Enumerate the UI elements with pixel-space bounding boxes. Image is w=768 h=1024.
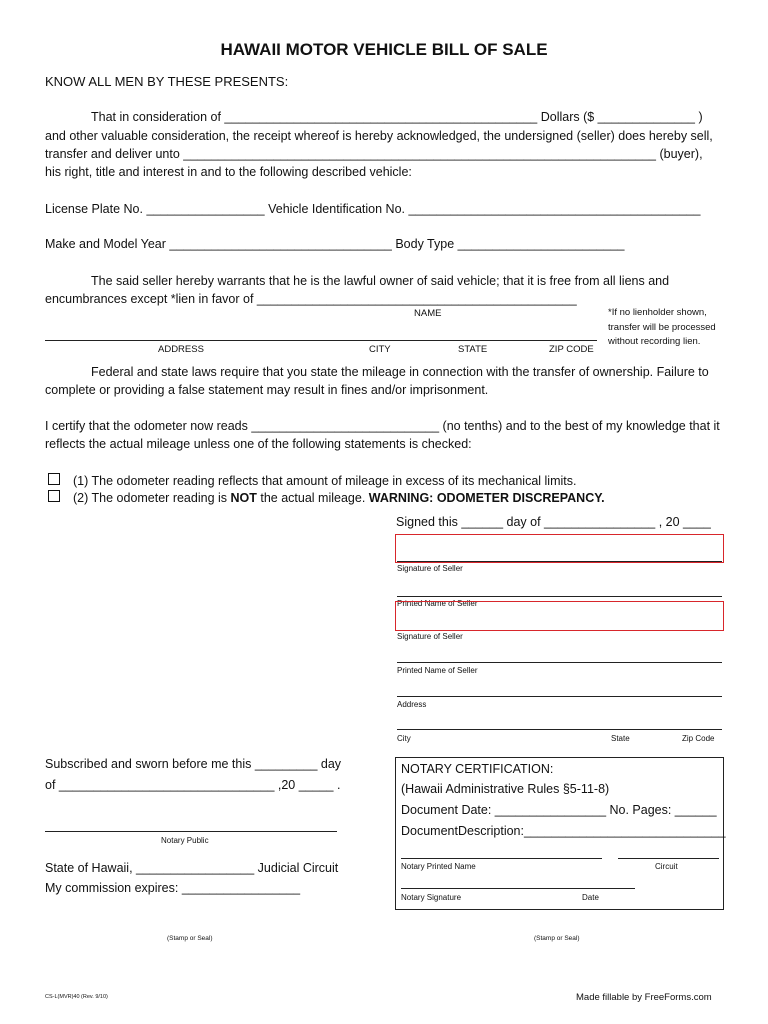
notary-circuit-line[interactable] [618,858,719,859]
odometer-warning: WARNING: ODOMETER DISCREPANCY. [368,491,605,505]
notary-date-label: Date [582,893,599,902]
lien-city-label: CITY [369,344,391,355]
seller-signature-label-2: Signature of Seller [397,632,463,641]
intro-text: KNOW ALL MEN BY THESE PRESENTS: [45,74,289,89]
signed-date-line: Signed this ______ day of ________________ , 20 ____ [396,515,711,529]
make-body-line: Make and Model Year ________________________________ Body Type ________________________ [45,237,625,251]
consideration-line-2: and other valuable consideration, the receipt whereof is hereby acknowledged, the undersigned (seller) does hereby sell, [45,129,713,143]
lien-zip-label: ZIP CODE [549,344,594,355]
stamp-or-seal-left: (Stamp or Seal) [167,935,213,942]
consideration-line: That in consideration of _____________________________________________ Dollars ($ ______________ ) [91,110,703,124]
notary-rules: (Hawaii Administrative Rules §5-11-8) [401,782,610,796]
lien-address-label: ADDRESS [158,344,204,355]
notary-public-label: Notary Public [161,836,209,845]
notary-printed-name-line[interactable] [401,858,602,859]
seller-city-line[interactable] [397,729,722,730]
odometer-certify-line-2: reflects the actual mileage unless one of the following statements is checked: [45,437,472,451]
lien-address-line[interactable] [45,340,597,341]
seller-signature-field-2[interactable] [395,601,724,631]
seller-printed-name-line-1[interactable] [397,596,722,597]
mechanical-limit-checkbox[interactable] [48,473,60,485]
notary-public-line[interactable] [45,831,337,832]
seller-zip-label: Zip Code [682,734,715,743]
notary-document-description: DocumentDescription:_____________________________ [401,824,726,838]
form-code: CS-L(MVR)40 (Rev. 9/10) [45,994,108,1000]
opt2-not: NOT [230,491,257,505]
lienholder-note-3: without recording lien. [608,336,701,347]
mechanical-limit-label: (1) The odometer reading reflects that amount of mileage in excess of its mechanical limits. [73,474,577,488]
lienholder-note-1: *If no lienholder shown, [608,307,707,318]
notary-heading: NOTARY CERTIFICATION: [401,762,554,776]
seller-city-label: City [397,734,411,743]
sworn-line-1: Subscribed and sworn before me this _________ day [45,757,342,771]
notary-document-date: Document Date: ________________ No. Pages: ______ [401,803,717,817]
page-title: HAWAII MOTOR VEHICLE BILL OF SALE [220,40,548,59]
not-actual-mileage-checkbox[interactable] [48,490,60,502]
freeforms-footer: Made fillable by FreeForms.com [576,992,712,1003]
seller-state-label: State [611,734,630,743]
notary-printed-name-label: Notary Printed Name [401,862,476,871]
buyer-line: transfer and deliver unto ____________________________________________________________________ (buyer), [45,147,703,161]
judicial-circuit-line: State of Hawaii, _________________ Judicial Circuit [45,861,339,875]
mileage-law-line-2: complete or providing a false statement may result in fines and/or imprisonment. [45,383,489,397]
lienholder-note-2: transfer will be processed [608,322,716,333]
lien-line: encumbrances except *lien in favor of ______________________________________________ [45,292,577,306]
license-vin-line: License Plate No. _________________ Vehicle Identification No. __________________________________________ [45,202,701,216]
notary-signature-line[interactable] [401,888,635,889]
commission-expires-line: My commission expires: _________________ [45,881,301,895]
notary-signature-label: Notary Signature [401,893,462,902]
opt2-pre: (2) The odometer reading is [73,491,231,505]
seller-printed-name-label-2: Printed Name of Seller [397,666,478,675]
sworn-line-2: of _______________________________ ,20 _____ . [45,778,341,792]
opt2-mid: the actual mileage. [256,491,369,505]
seller-printed-name-line-2[interactable] [397,662,722,663]
seller-signature-underline-1 [397,561,722,562]
seller-signature-field-1[interactable] [395,534,724,563]
lien-name-label: NAME [414,308,442,319]
seller-address-line[interactable] [397,696,722,697]
vehicle-intro-line: his right, title and interest in and to the following described vehicle: [45,165,412,179]
seller-signature-label-1: Signature of Seller [397,564,463,573]
warranty-line-1: The said seller hereby warrants that he is the lawful owner of said vehicle; that it is free from all liens and [91,274,670,288]
odometer-certify-line-1: I certify that the odometer now reads ___________________________ (no tenths) and to the best of my knowledge that it [45,419,720,433]
notary-circuit-label: Circuit [655,862,678,871]
not-actual-mileage-label [73,491,605,505]
seller-address-label: Address [397,700,427,709]
mileage-law-line-1: Federal and state laws require that you state the mileage in connection with the transfer of ownership. Failure to [91,365,709,379]
seller-printed-name-label-1: Printed Name of Seller [397,599,478,608]
stamp-or-seal-right: (Stamp or Seal) [534,935,580,942]
lien-state-label: STATE [458,344,488,355]
